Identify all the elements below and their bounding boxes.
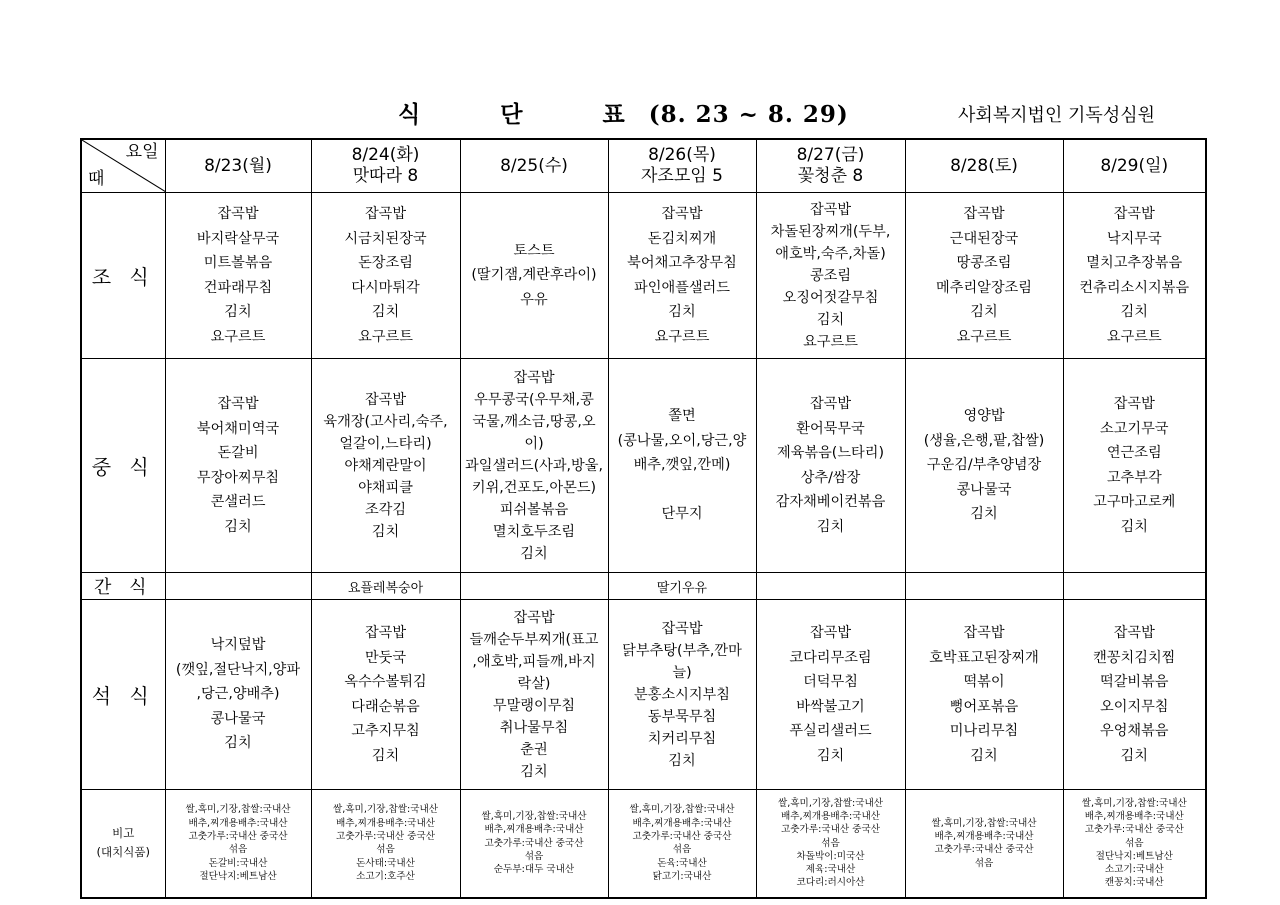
menu-item: 잡곡밥 (364, 206, 407, 222)
menu-item: 잡곡밥 (1113, 206, 1155, 222)
origin-line: 섞음 (376, 844, 395, 856)
menu-item: 요구르트 (1106, 328, 1162, 345)
notes-cell (905, 790, 1063, 898)
title-char-3: 표 (602, 101, 626, 128)
menu-item: 락살) (517, 675, 551, 692)
lunch-row (81, 359, 1206, 573)
menu-item: 잡곡밥 (364, 625, 407, 641)
menu-item: ,애호박,피들깨,바지 (472, 653, 596, 670)
menu-item: 낙지덮밥 (210, 637, 266, 654)
menu-item: 코다리무조림 (789, 649, 872, 666)
dinner-row (81, 600, 1206, 790)
origin-line: 돈육:국내산 (657, 857, 707, 869)
dinner-cell (756, 600, 905, 790)
menu-item: 김치 (224, 304, 252, 320)
menu-item: 김치 (970, 747, 998, 764)
menu-item: 김치 (371, 523, 400, 540)
breakfast-cell (460, 193, 608, 359)
menu-item: 김치 (371, 304, 400, 320)
origin-line: 섞음 (974, 857, 994, 869)
snack-cell (756, 573, 905, 600)
origin-line: 고춧가루:국내산 중국산 (934, 844, 1034, 856)
day-header (311, 139, 460, 193)
origin-line: 배추,찌개용배추:국내산 (188, 817, 288, 829)
menu-item: 잡곡밥 (364, 391, 407, 408)
breakfast-cell (165, 193, 311, 359)
menu-item: 잡곡밥 (217, 206, 259, 222)
menu-item: 메추리알장조림 (936, 279, 1032, 296)
title-char-2: 단 (500, 101, 524, 128)
menu-item: 돈갈비 (217, 445, 259, 461)
menu-item: 북어채고추장무침 (627, 255, 737, 271)
menu-item: 과일샐러드(사과,방울, (465, 457, 603, 474)
day-header (608, 139, 756, 193)
day-note: 자조모임 5 (641, 166, 723, 186)
menu-item: 이) (524, 435, 544, 452)
snack-cell: 요플레복숭아 (311, 573, 460, 600)
row-label-notes (81, 790, 165, 898)
menu-item: 돈장조림 (358, 255, 413, 271)
notes-label: 비고 (112, 826, 135, 841)
menu-item: 요구르트 (956, 328, 1012, 345)
menu-item: 잡곡밥 (963, 206, 1005, 222)
menu-item: 야채계란말이 (344, 457, 427, 474)
page-title (380, 96, 900, 129)
menu-item: 요구르트 (654, 328, 710, 345)
menu-item: 만둣국 (364, 649, 407, 666)
origin-line: 섞음 (228, 844, 248, 856)
menu-item: 환어묵무국 (796, 420, 865, 437)
origin-line: 배추,찌개용배추:국내산 (934, 830, 1034, 842)
menu-item: 파인애플샐러드 (634, 279, 730, 296)
origin-line: 고춧가루:국내산 중국산 (484, 837, 584, 849)
menu-item: 감자채베이컨볶음 (775, 494, 886, 510)
breakfast-cell (311, 193, 460, 359)
origin-line: 코다리:러시아산 (796, 877, 865, 889)
menu-item: 김치 (816, 747, 845, 764)
origin-line: 절단낙지:베트남산 (1095, 850, 1173, 862)
menu-item: 북어채미역국 (196, 420, 280, 437)
origin-line: 절단낙지:베트남산 (199, 870, 277, 882)
menu-item: 오이지무침 (1099, 698, 1169, 715)
menu-item: 고구마고로케 (1093, 494, 1176, 510)
origin-line: 고춧가루:국내산 중국산 (336, 830, 435, 842)
origin-line: 섞음 (821, 837, 840, 849)
menu-item: 떡갈비볶음 (1099, 674, 1169, 690)
menu-item: 다래순볶음 (351, 698, 420, 715)
origin-line: 쌀,흑미,기장,찹쌀:국내산 (777, 797, 884, 809)
menu-item: 낙지무국 (1106, 230, 1162, 247)
snack-cell (1063, 573, 1206, 600)
menu-item: 토스트 (513, 242, 555, 259)
day-note: 맛따라 8 (352, 166, 419, 186)
menu-item: 김치 (816, 518, 845, 535)
origin-line: 고춧가루:국내산 중국산 (1084, 824, 1184, 836)
lunch-cell (756, 359, 905, 573)
row-label-breakfast: 조 식 (81, 193, 165, 359)
notes-cell (311, 790, 460, 898)
origin-line: 섞음 (1124, 837, 1144, 849)
menu-item: 키위,건포도,아몬드) (471, 479, 597, 496)
menu-item: 춘권 (520, 741, 548, 758)
menu-item: (콩나물,오이,당근,양 (617, 432, 747, 449)
menu-item: 푸실리샐러드 (789, 723, 872, 739)
menu-item: 잡곡밥 (661, 206, 703, 222)
menu-item: 호박표고된장찌개 (929, 649, 1039, 666)
menu-item: 동부묵무침 (647, 708, 717, 725)
notes-cell (460, 790, 608, 898)
breakfast-row (81, 193, 1206, 359)
lunch-cell (165, 359, 311, 573)
menu-item: 김치 (224, 518, 252, 535)
snack-cell (905, 573, 1063, 600)
origin-line: 쌀,흑미,기장,찹쌀:국내산 (481, 811, 587, 822)
menu-item: 치커리무침 (647, 730, 717, 747)
menu-item: 시금치된장국 (344, 230, 427, 247)
menu-item: 김치 (816, 311, 845, 328)
origin-line: 배추,찌개용배추:국내산 (1084, 811, 1184, 822)
lunch-cell (608, 359, 756, 573)
menu-item: 컨츄리소시지볶음 (1079, 279, 1190, 296)
corner-cell (81, 139, 165, 193)
menu-item: 김치 (1120, 747, 1148, 764)
menu-item: 단무지 (661, 506, 703, 523)
menu-item: 더덕무침 (803, 674, 858, 690)
menu-item: 야채피클 (358, 479, 413, 496)
day-date: 8/25(수) (500, 155, 568, 176)
menu-item: 요구르트 (803, 333, 858, 350)
breakfast-cell (1063, 193, 1206, 359)
breakfast-cell (905, 193, 1063, 359)
menu-item: 애호박,숙주,차돌) (775, 245, 886, 262)
menu-item: 김치 (1120, 518, 1148, 535)
menu-item: 잡곡밥 (1113, 396, 1155, 412)
origin-line: 고춧가루:국내산 중국산 (632, 830, 732, 842)
day-header (165, 139, 311, 193)
origin-line: 배추,찌개용배추:국내산 (632, 817, 732, 829)
menu-item: 우엉채볶음 (1099, 723, 1169, 739)
menu-item: (깻잎,절단낙지,양파 (175, 661, 301, 678)
breakfast-cell (756, 193, 905, 359)
menu-item: 우유 (520, 291, 548, 308)
menu-item: 잡곡밥 (809, 625, 852, 641)
header-row (81, 139, 1206, 193)
menu-item: (생율,은행,팥,찹쌀) (923, 432, 1045, 449)
menu-item: 김치 (224, 735, 252, 752)
menu-item: 제육볶음(느타리) (776, 445, 884, 461)
notes-sublabel: (대치식품) (96, 845, 150, 860)
menu-item: 늘) (672, 664, 692, 681)
day-header (1063, 139, 1206, 193)
lunch-cell (905, 359, 1063, 573)
menu-item: 무장아찌무침 (196, 469, 280, 486)
dinner-cell (460, 600, 608, 790)
notes-cell (165, 790, 311, 898)
menu-item: 피쉬볼볶음 (499, 501, 569, 518)
menu-item: 쫄면 (668, 408, 696, 425)
notes-cell (756, 790, 905, 898)
origin-line: 고춧가루:국내산 중국산 (188, 830, 288, 842)
menu-item: 오징어젓갈무침 (782, 289, 879, 306)
menu-item: 멸치고추장볶음 (1086, 255, 1183, 271)
origin-line: 쌀,흑미,기장,찹쌀:국내산 (629, 804, 735, 816)
menu-item: 잡곡밥 (661, 620, 703, 637)
menu-item: 뻥어포볶음 (949, 698, 1019, 715)
menu-item: 고추부각 (1106, 469, 1162, 486)
notes-cell (608, 790, 756, 898)
origin-line: 섞음 (672, 844, 692, 856)
breakfast-cell (608, 193, 756, 359)
menu-item: 콩나물국 (956, 481, 1012, 498)
menu-item: 잡곡밥 (1113, 625, 1155, 641)
menu-item: 바지락살무국 (196, 230, 280, 247)
menu-item: 김치 (668, 304, 696, 320)
notes-cell (1063, 790, 1206, 898)
menu-item: 들깨순두부찌개(표고 (469, 631, 599, 648)
origin-line: 쌀,흑미,기장,찹쌀:국내산 (1081, 797, 1187, 809)
corner-meal-label: 때 (88, 169, 105, 189)
snack-row (81, 573, 1206, 600)
lunch-cell (460, 359, 608, 573)
dinner-cell (905, 600, 1063, 790)
day-date: 8/27(금) (796, 145, 865, 165)
origin-line: 소고기:호주산 (356, 870, 415, 882)
menu-item: 얼갈이,느타리) (339, 435, 432, 452)
menu-item: 김치 (970, 506, 998, 523)
menu-item: 상추/쌈장 (800, 469, 861, 486)
menu-item: 땅콩조림 (956, 255, 1012, 271)
menu-item: 잡곡밥 (809, 396, 852, 412)
snack-cell (460, 573, 608, 600)
origin-line: 닭고기:국내산 (652, 870, 712, 882)
origin-line: 배추,찌개용배추:국내산 (336, 817, 435, 829)
menu-item: 잡곡밥 (217, 396, 259, 412)
origin-line: 배추,찌개용배추:국내산 (484, 824, 584, 836)
menu-item: 콩나물국 (210, 710, 266, 727)
origin-line: 차돌박이:미국산 (796, 850, 865, 862)
day-date: 8/26(목) (648, 145, 716, 165)
meal-table (80, 138, 1207, 899)
origin-line: 고춧가루:국내산 중국산 (781, 824, 880, 836)
menu-item: 우무콩국(우무채,콩 (474, 391, 594, 408)
menu-item: 구운김/부추양념장 (926, 457, 1042, 474)
menu-item: 무말랭이무침 (492, 697, 576, 714)
menu-item: (딸기잼,계란후라이) (471, 267, 597, 284)
menu-item: 분홍소시지부침 (634, 686, 730, 703)
menu-item: 조각김 (364, 501, 407, 518)
row-label-lunch: 중 식 (81, 359, 165, 573)
origin-line: 돈갈비:국내산 (208, 857, 268, 869)
organization-name: 사회복지법인 기독성심원 (958, 105, 1155, 126)
day-date: 8/23(월) (204, 155, 272, 176)
menu-item: 요구르트 (210, 328, 266, 345)
day-date: 8/29(일) (1100, 155, 1169, 176)
dinner-cell (165, 600, 311, 790)
day-header (905, 139, 1063, 193)
menu-item: 취나물무침 (499, 719, 569, 736)
menu-item: 소고기무국 (1099, 420, 1169, 437)
menu-item: 미트볼볶음 (203, 255, 273, 271)
menu-item: 고추지무침 (351, 723, 420, 739)
menu-item: 캔꽁치김치찜 (1093, 649, 1176, 666)
menu-item: 옥수수볼튀김 (344, 674, 427, 690)
notes-row (81, 790, 1206, 898)
menu-item: 돈김치찌개 (647, 230, 717, 247)
origin-line: 쌀,흑미,기장,찹쌀:국내산 (185, 804, 291, 816)
origin-line: 캔꽁치:국내산 (1104, 877, 1164, 889)
menu-item: 잡곡밥 (809, 201, 852, 218)
menu-item: 배추,깻잎,깐메) (633, 457, 731, 474)
menu-item: 멸치호두조림 (492, 523, 576, 540)
menu-item: 김치 (668, 752, 696, 769)
lunch-cell (311, 359, 460, 573)
menu-item: 잡곡밥 (513, 609, 555, 626)
day-date: 8/24(화) (351, 145, 420, 165)
origin-line: 쌀,흑미,기장,찹쌀:국내산 (931, 817, 1037, 829)
title-char-1: 식 (398, 101, 422, 128)
corner-day-label: 요일 (125, 142, 159, 162)
day-header (756, 139, 905, 193)
origin-line: 쌀,흑미,기장,찹쌀:국내산 (332, 804, 439, 816)
origin-line: 섞음 (524, 850, 544, 862)
day-date: 8/28(토) (950, 155, 1018, 176)
origin-line: 배추,찌개용배추:국내산 (781, 811, 880, 822)
menu-item: 김치 (520, 763, 548, 780)
menu-item: 연근조림 (1106, 445, 1162, 461)
menu-item: 콘샐러드 (210, 494, 266, 510)
origin-line: 소고기:국내산 (1104, 864, 1164, 876)
menu-item: 김치 (1120, 304, 1148, 320)
menu-item: 잡곡밥 (963, 625, 1005, 641)
menu-item (609, 478, 756, 503)
menu-item: 김치 (520, 545, 548, 562)
snack-cell (165, 573, 311, 600)
menu-item: ,당근,양배추) (196, 686, 280, 703)
menu-item: 미나리무침 (949, 723, 1019, 739)
menu-item: 건파래무침 (203, 279, 273, 296)
menu-item: 근대된장국 (949, 230, 1019, 247)
dinner-cell (311, 600, 460, 790)
menu-item: 잡곡밥 (513, 369, 555, 386)
title-date-range: (8. 23 ~ 8. 29) (648, 101, 849, 128)
menu-item: 닭부추탕(부추,깐마 (622, 642, 742, 659)
menu-item: 영양밥 (963, 408, 1005, 425)
origin-line: 제육:국내산 (805, 864, 856, 876)
dinner-cell (608, 600, 756, 790)
row-label-dinner: 석 식 (81, 600, 165, 790)
menu-item: 김치 (970, 304, 998, 320)
lunch-cell (1063, 359, 1206, 573)
menu-item: 요구르트 (358, 328, 413, 345)
row-label-snack: 간 식 (81, 573, 165, 600)
snack-cell: 딸기우유 (608, 573, 756, 600)
menu-item: 국물,깨소금,땅콩,오 (472, 413, 596, 430)
menu-item: 콩조림 (809, 267, 852, 284)
menu-item: 육개장(고사리,숙주, (323, 413, 448, 430)
dinner-cell (1063, 600, 1206, 790)
origin-line: 돈사태:국내산 (356, 857, 415, 869)
menu-item: 떡볶이 (963, 674, 1005, 690)
day-header (460, 139, 608, 193)
menu-item: 차돌된장찌개(두부, (770, 223, 891, 240)
origin-line: 순두부:대두 국내산 (493, 864, 575, 876)
menu-item: 김치 (371, 747, 400, 764)
menu-item: 바싹불고기 (796, 698, 865, 715)
menu-item: 다시마튀각 (351, 279, 420, 296)
day-note: 꽃청춘 8 (797, 166, 864, 186)
